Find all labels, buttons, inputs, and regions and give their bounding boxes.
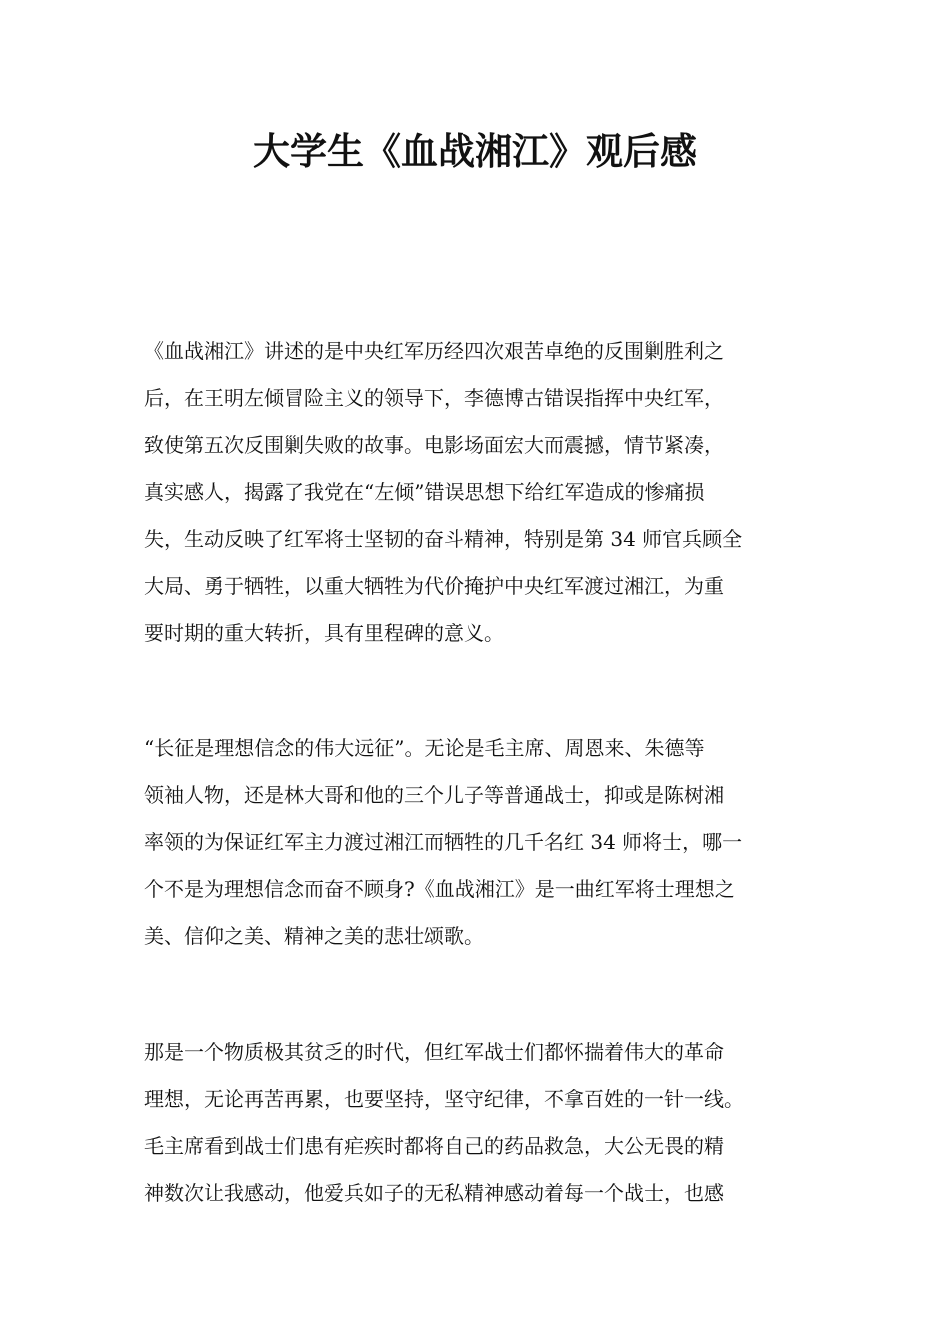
- text-line: 领袖人物，还是林大哥和他的三个儿子等普通战士，抑或是陈树湘: [144, 783, 724, 807]
- text-line: 理想，无论再苦再累，也要坚持，坚守纪律，不拿百姓的一针一线。: [144, 1087, 744, 1111]
- text-line: 个不是为理想信念而奋不顾身?《血战湘江》是一曲红军将士理想之: [144, 877, 735, 901]
- text-line: 致使第五次反围剿失败的故事。电影场面宏大而震撼，情节紧凑，: [144, 433, 724, 457]
- document-title: 大学生《血战湘江》观后感: [253, 130, 697, 173]
- text-line: 大局、勇于牺牲，以重大牺牲为代价掩护中央红军渡过湘江，为重: [144, 574, 724, 598]
- text-line: 真实感人，揭露了我党在“左倾”错误思想下给红军造成的惨痛损: [144, 480, 705, 504]
- paragraph-3: [144, 1029, 834, 1217]
- text-line: 《血战湘江》讲述的是中央红军历经四次艰苦卓绝的反围剿胜利之: [144, 339, 724, 363]
- text-line: 毛主席看到战士们患有疟疾时都将自己的药品救急，大公无畏的精: [144, 1134, 724, 1158]
- text-line: 那是一个物质极其贫乏的时代，但红军战士们都怀揣着伟大的革命: [144, 1040, 724, 1064]
- text-line: “长征是理想信念的伟大远征”。无论是毛主席、周恩来、朱德等: [144, 736, 705, 760]
- text-line: 率领的为保证红军主力渡过湘江而牺牲的几千名红 34 师将士，哪一: [144, 830, 743, 854]
- text-line: 后，在王明左倾冒险主义的领导下，李德博古错误指挥中央红军，: [144, 386, 724, 410]
- text-line: 要时期的重大转折，具有里程碑的意义。: [144, 621, 504, 645]
- text-line: 美、信仰之美、精神之美的悲壮颂歌。: [144, 924, 484, 948]
- paragraph-1: [144, 328, 834, 657]
- text-line: 神数次让我感动，他爱兵如子的无私精神感动着每一个战士，也感: [144, 1181, 724, 1205]
- paragraph-2: [144, 725, 834, 960]
- text-line: 失，生动反映了红军将士坚韧的奋斗精神，特别是第 34 师官兵顾全: [144, 527, 743, 551]
